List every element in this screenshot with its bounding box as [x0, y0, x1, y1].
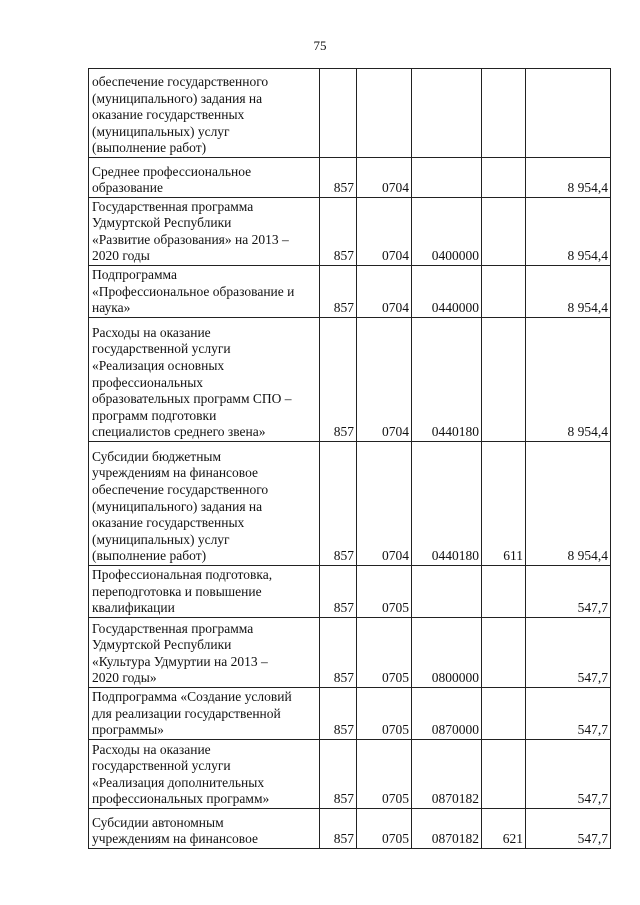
expense-type-cell [482, 158, 526, 198]
section-code-cell: 0704 [357, 442, 412, 566]
target-code-cell: 0800000 [412, 618, 482, 688]
expense-type-cell [482, 69, 526, 158]
target-code-cell: 0870000 [412, 688, 482, 740]
ministry-code-cell: 857 [320, 158, 357, 198]
amount-cell: 547,7 [526, 688, 611, 740]
budget-table [88, 68, 611, 849]
section-code-cell [357, 69, 412, 158]
budget-table-body [89, 69, 611, 849]
row-name-cell: Расходы на оказание государственной услуги «Реализация основных профессиональных образовательных программ СПО – программ подготовки специалистов среднего звена» [89, 318, 320, 442]
row-name-cell: Подпрограмма «Создание условий для реализации государственной программы» [89, 688, 320, 740]
table-row [89, 618, 611, 688]
amount-cell: 547,7 [526, 740, 611, 809]
amount-cell [526, 69, 611, 158]
expense-type-cell [482, 618, 526, 688]
ministry-code-cell: 857 [320, 442, 357, 566]
expense-type-cell [482, 688, 526, 740]
section-code-cell: 0705 [357, 809, 412, 849]
table-row [89, 198, 611, 266]
row-name-cell: Профессиональная подготовка, переподготовка и повышение квалификации [89, 566, 320, 618]
amount-cell: 8 954,4 [526, 266, 611, 318]
target-code-cell: 0440180 [412, 318, 482, 442]
table-row [89, 566, 611, 618]
section-code-cell: 0704 [357, 318, 412, 442]
amount-cell: 8 954,4 [526, 442, 611, 566]
row-name-cell: Субсидии автономным учреждениям на финансовое [89, 809, 320, 849]
row-name-cell: Расходы на оказание государственной услуги «Реализация дополнительных профессиональных программ» [89, 740, 320, 809]
row-name-cell: Субсидии бюджетным учреждениям на финансовое обеспечение государственного (муниципального) задания на оказание государственных (муниципальных) услуг (выполнение работ) [89, 442, 320, 566]
amount-cell: 547,7 [526, 618, 611, 688]
target-code-cell [412, 69, 482, 158]
target-code-cell: 0440000 [412, 266, 482, 318]
target-code-cell [412, 566, 482, 618]
ministry-code-cell: 857 [320, 809, 357, 849]
ministry-code-cell [320, 69, 357, 158]
table-row [89, 688, 611, 740]
section-code-cell: 0705 [357, 566, 412, 618]
expense-type-cell [482, 566, 526, 618]
expense-type-cell [482, 318, 526, 442]
ministry-code-cell: 857 [320, 618, 357, 688]
row-name-cell: Среднее профессиональное образование [89, 158, 320, 198]
expense-type-cell [482, 198, 526, 266]
section-code-cell: 0705 [357, 618, 412, 688]
target-code-cell: 0400000 [412, 198, 482, 266]
ministry-code-cell: 857 [320, 318, 357, 442]
section-code-cell: 0704 [357, 198, 412, 266]
ministry-code-cell: 857 [320, 688, 357, 740]
table-row [89, 69, 611, 158]
table-row [89, 442, 611, 566]
page-number: 75 [313, 38, 327, 53]
row-name-cell: Государственная программа Удмуртской Республики «Развитие образования» на 2013 – 2020 годы [89, 198, 320, 266]
amount-cell: 8 954,4 [526, 158, 611, 198]
target-code-cell [412, 158, 482, 198]
amount-cell: 8 954,4 [526, 318, 611, 442]
ministry-code-cell: 857 [320, 198, 357, 266]
ministry-code-cell: 857 [320, 740, 357, 809]
target-code-cell: 0440180 [412, 442, 482, 566]
row-name-cell: Государственная программа Удмуртской Республики «Культура Удмуртии на 2013 – 2020 годы» [89, 618, 320, 688]
expense-type-cell: 611 [482, 442, 526, 566]
ministry-code-cell: 857 [320, 266, 357, 318]
table-row [89, 158, 611, 198]
section-code-cell: 0704 [357, 158, 412, 198]
expense-type-cell [482, 740, 526, 809]
table-row [89, 740, 611, 809]
table-row [89, 266, 611, 318]
section-code-cell: 0705 [357, 688, 412, 740]
expense-type-cell [482, 266, 526, 318]
expense-type-cell: 621 [482, 809, 526, 849]
section-code-cell: 0704 [357, 266, 412, 318]
amount-cell: 547,7 [526, 809, 611, 849]
table-row [89, 318, 611, 442]
table-row [89, 809, 611, 849]
target-code-cell: 0870182 [412, 809, 482, 849]
amount-cell: 547,7 [526, 566, 611, 618]
section-code-cell: 0705 [357, 740, 412, 809]
amount-cell: 8 954,4 [526, 198, 611, 266]
row-name-cell: обеспечение государственного (муниципального) задания на оказание государственных (муниципальных) услуг (выполнение работ) [89, 69, 320, 158]
target-code-cell: 0870182 [412, 740, 482, 809]
row-name-cell: Подпрограмма «Профессиональное образование и наука» [89, 266, 320, 318]
ministry-code-cell: 857 [320, 566, 357, 618]
